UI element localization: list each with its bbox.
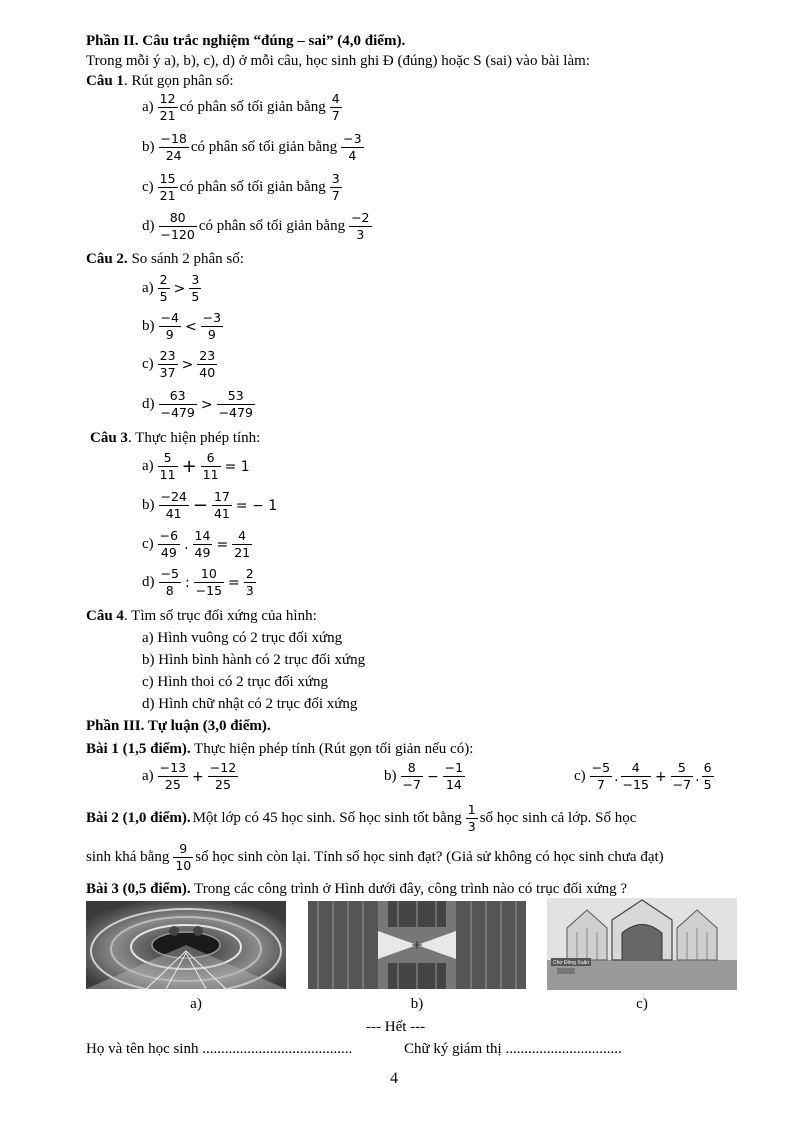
operator: + xyxy=(192,768,204,785)
fraction: $\frac{-13}{25}$ xyxy=(159,760,187,792)
q4-heading xyxy=(86,607,317,625)
fraction: $\frac{2}{5}$ xyxy=(159,272,168,304)
fraction: $\frac{4}{-15}$ xyxy=(622,760,649,792)
fraction: $\frac{80}{-120}$ xyxy=(160,210,195,242)
q2-heading xyxy=(86,250,244,268)
item-letter: a) xyxy=(142,768,154,784)
spiral-staircase-photo xyxy=(86,901,286,989)
proctor-signature-line: Chữ ký giám thị ............................... xyxy=(404,1041,622,1057)
fraction: $\frac{-3}{9}$ xyxy=(202,310,222,342)
fraction: $\frac{-5}{8}$ xyxy=(160,566,179,598)
fraction: $\frac{1}{3}$ xyxy=(467,802,476,834)
dot-operator: . xyxy=(695,768,700,785)
q2-item-a xyxy=(142,273,203,304)
fraction: $\frac{-1}{14}$ xyxy=(444,760,464,792)
fraction: $\frac{-12}{25}$ xyxy=(209,760,237,792)
fraction: $\frac{63}{-479}$ xyxy=(160,388,195,420)
q3-text: . Thực hiện phép tính: xyxy=(127,430,261,446)
bai1-heading xyxy=(86,740,473,758)
fraction: $\frac{23}{40}$ xyxy=(199,348,216,380)
q2-label: Câu 2. xyxy=(86,251,128,267)
fraction: $\frac{5}{11}$ xyxy=(159,450,176,482)
bai1-item-a xyxy=(142,761,240,792)
fraction: $\frac{8}{-7}$ xyxy=(402,760,421,792)
bai2-line2 xyxy=(86,842,666,873)
item-letter: b) xyxy=(142,497,155,513)
fraction: $\frac{12}{21}$ xyxy=(159,91,176,123)
fraction: $\frac{23}{37}$ xyxy=(159,348,176,380)
bai3-label: Bài 3 (0,5 điểm). xyxy=(86,881,191,897)
fraction: $\frac{3}{7}$ xyxy=(331,171,340,203)
fraction: $\frac{-18}{24}$ xyxy=(160,131,187,163)
comparison-sign: < xyxy=(184,318,197,335)
q1-item-a xyxy=(142,92,344,123)
item-letter: b) xyxy=(384,768,397,784)
market-sign: Chợ Đồng Xuân xyxy=(552,960,590,966)
q2-text: So sánh 2 phân số: xyxy=(127,251,244,267)
q3-item-c xyxy=(142,529,254,560)
fraction: $\frac{-5}{7}$ xyxy=(591,760,611,792)
bai2-text4: số học sinh còn lại. Tính số học sinh đạt? (Giả sử không có học sinh chưa đạt) xyxy=(195,849,664,865)
item-letter: c) xyxy=(142,536,154,552)
item-letter: d) xyxy=(142,396,155,412)
q3-heading xyxy=(90,429,260,447)
fraction: $\frac{-4}{9}$ xyxy=(160,310,179,342)
caption-b: b) xyxy=(410,996,424,1012)
q4-item-c: c) Hình thoi có 2 trục đối xứng xyxy=(142,674,329,690)
item-letter: b) xyxy=(142,139,155,155)
fraction: $\frac{15}{21}$ xyxy=(159,171,176,203)
bai2-text2: số học sinh cả lớp. Số học xyxy=(479,810,637,826)
q3-item-d xyxy=(142,567,258,598)
operator: + xyxy=(654,768,667,785)
part2-instruction: Trong mỗi ý a), b), c), d) ở mỗi câu, học sinh ghi Đ (đúng) hoặc S (sai) vào bài làm: xyxy=(86,53,590,69)
fraction: $\frac{17}{41}$ xyxy=(213,489,230,521)
q3-item-a xyxy=(142,451,252,482)
bai2-line1 xyxy=(86,803,638,834)
part3-title: Phần III. Tự luận (3,0 điểm). xyxy=(86,718,271,734)
fraction: $\frac{-3}{4}$ xyxy=(343,131,362,163)
fraction: $\frac{-2}{3}$ xyxy=(351,210,370,242)
q1-heading xyxy=(86,72,234,90)
item-letter: d) xyxy=(142,574,155,590)
q1-item-c xyxy=(142,172,344,203)
bai2-text1: Một lớp có 45 học sinh. Số học sinh tốt bằng xyxy=(192,810,462,826)
fraction: $\frac{10}{-15}$ xyxy=(195,566,223,598)
q1-label: Câu 1 xyxy=(86,73,124,89)
fraction: $\frac{9}{10}$ xyxy=(175,841,192,873)
fraction: $\frac{5}{-7}$ xyxy=(672,760,692,792)
student-name-line: Họ và tên học sinh ........................................ xyxy=(86,1041,353,1057)
operator: − xyxy=(192,495,208,516)
bai1-label: Bài 1 (1,5 điểm). xyxy=(86,741,191,757)
q3-label: Câu 3 xyxy=(90,430,128,446)
fraction: $\frac{2}{3}$ xyxy=(245,566,254,598)
operator: − xyxy=(426,768,439,785)
caption-c: c) xyxy=(636,996,648,1012)
mirrored-buildings-photo xyxy=(308,901,526,989)
item-phrase: có phân số tối giản bằng xyxy=(179,99,326,115)
end-mark: --- Hết --- xyxy=(366,1019,426,1035)
operator: : xyxy=(184,574,190,591)
q4-text: . Tìm số trục đối xứng của hình: xyxy=(123,608,317,624)
q2-item-d xyxy=(142,389,257,420)
q1-item-d xyxy=(142,211,374,242)
caption-a: a) xyxy=(190,996,202,1012)
q1-text: . Rút gọn phân số: xyxy=(123,73,234,89)
part2-title: Phần II. Câu trắc nghiệm “đúng – sai” (4,0 điểm). xyxy=(86,33,406,49)
bai3-text: Trong các công trình ở Hình dưới đây, công trình nào có trục đối xứng ? xyxy=(190,881,628,897)
q4-label: Câu 4 xyxy=(86,608,124,624)
q4-item-a: a) Hình vuông có 2 trục đối xứng xyxy=(142,630,343,646)
fraction: $\frac{6}{5}$ xyxy=(703,760,712,792)
operator: . xyxy=(184,536,189,553)
dot-operator: . xyxy=(614,768,619,785)
fraction: $\frac{4}{21}$ xyxy=(234,528,251,560)
q4-item-b: b) Hình bình hành có 2 trục đối xứng xyxy=(142,652,366,668)
q2-item-b xyxy=(142,311,225,342)
fraction: $\frac{4}{7}$ xyxy=(331,91,340,123)
item-letter: b) xyxy=(142,318,155,334)
item-letter: a) xyxy=(142,458,154,474)
bai2-label: Bài 2 (1,0 điểm). xyxy=(86,810,191,826)
page-number: 4 xyxy=(390,1070,398,1087)
comparison-sign: > xyxy=(181,356,194,373)
item-letter: c) xyxy=(142,179,154,195)
equals-sign: = xyxy=(216,536,229,553)
result: = − 1 xyxy=(235,497,278,514)
q2-item-c xyxy=(142,349,219,380)
comparison-sign: > xyxy=(173,280,186,297)
building-image-a xyxy=(86,901,286,989)
building-image-b xyxy=(308,901,526,989)
item-letter: a) xyxy=(142,280,154,296)
fraction: $\frac{-6}{49}$ xyxy=(159,528,179,560)
item-letter: c) xyxy=(142,356,154,372)
bai1-item-b xyxy=(384,761,467,792)
bai3-heading xyxy=(86,880,627,898)
item-phrase: có phân số tối giản bằng xyxy=(179,179,326,195)
item-phrase: có phân số tối giản bằng xyxy=(198,218,346,234)
item-letter: c) xyxy=(574,768,586,784)
building-image-c xyxy=(547,898,737,990)
bai1-item-c xyxy=(574,761,716,792)
item-phrase: có phân số tối giản bằng xyxy=(190,139,338,155)
q4-item-d: d) Hình chữ nhật có 2 trục đối xứng xyxy=(142,696,358,712)
fraction: $\frac{3}{5}$ xyxy=(191,272,200,304)
fraction: $\frac{53}{-479}$ xyxy=(218,388,253,420)
equals-sign: = xyxy=(228,574,240,591)
result: = 1 xyxy=(224,458,250,475)
bai2-text3: sinh khá bằng xyxy=(86,849,170,865)
item-letter: d) xyxy=(142,218,155,234)
operator: + xyxy=(181,456,197,477)
fraction: $\frac{6}{11}$ xyxy=(202,450,219,482)
fraction: $\frac{-24}{41}$ xyxy=(160,489,187,521)
q1-item-b xyxy=(142,132,366,163)
item-letter: a) xyxy=(142,99,154,115)
bai1-text: Thực hiện phép tính (Rút gọn tối giản nếu có): xyxy=(190,741,474,757)
q3-item-b xyxy=(142,490,279,521)
fraction: $\frac{14}{49}$ xyxy=(194,528,211,560)
market-building-photo xyxy=(547,898,737,990)
comparison-sign: > xyxy=(200,396,213,413)
